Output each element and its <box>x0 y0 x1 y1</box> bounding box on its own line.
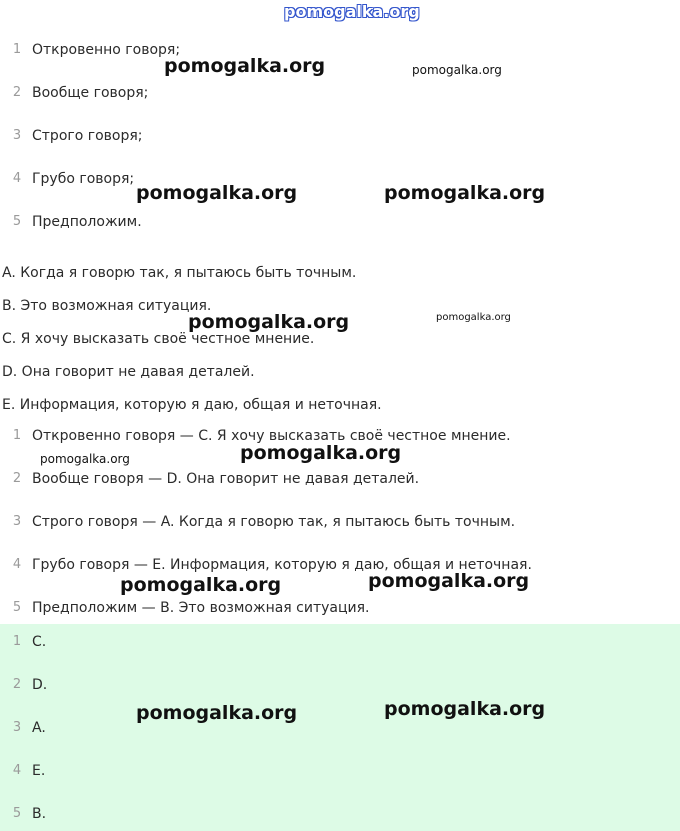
item-text: D. <box>32 677 48 693</box>
watermark: pomogalka.org <box>40 452 130 466</box>
answer-block <box>0 624 680 831</box>
item-number: 5 <box>12 600 22 615</box>
item-number: 3 <box>12 514 22 529</box>
item-number: 3 <box>12 128 22 143</box>
watermark: pomogalka.org <box>240 442 402 464</box>
watermark: pomogalka.org <box>136 702 298 724</box>
watermark: pomogalka.org <box>412 63 502 77</box>
meaning-item: E. Информация, которую я даю, общая и неточная. <box>2 397 382 413</box>
watermark: pomogalka.org <box>188 311 350 333</box>
item-number: 5 <box>12 806 22 821</box>
item-number: 4 <box>12 171 22 186</box>
watermark: pomogalka.org <box>164 55 326 77</box>
item-text: Строго говоря — A. Когда я говорю так, я пытаюсь быть точным. <box>32 514 516 530</box>
item-text: Предположим — B. Это возможная ситуация. <box>32 600 370 616</box>
item-number: 1 <box>12 42 22 57</box>
item-text: E. <box>32 763 46 779</box>
item-text: Грубо говоря — E. Информация, которую я даю, общая и неточная. <box>32 557 532 573</box>
item-number: 2 <box>12 85 22 100</box>
item-text: A. <box>32 720 46 736</box>
item-text: Строго говоря; <box>32 128 143 144</box>
watermark-header: pomogalka.org <box>284 2 420 21</box>
meaning-item: A. Когда я говорю так, я пытаюсь быть точным. <box>2 265 357 281</box>
item-text: B. <box>32 806 47 822</box>
item-text: Откровенно говоря; <box>32 42 181 58</box>
item-number: 4 <box>12 763 22 778</box>
watermark: pomogalka.org <box>368 570 530 592</box>
watermark: pomogalka.org <box>120 574 282 596</box>
item-number: 4 <box>12 557 22 572</box>
item-text: Предположим. <box>32 214 142 230</box>
watermark: pomogalka.org <box>384 698 546 720</box>
item-number: 2 <box>12 471 22 486</box>
meaning-item: B. Это возможная ситуация. <box>2 298 212 314</box>
meaning-item: D. Она говорит не давая деталей. <box>2 364 255 380</box>
item-number: 3 <box>12 720 22 735</box>
watermark: pomogalka.org <box>436 312 511 323</box>
item-number: 5 <box>12 214 22 229</box>
meaning-item: C. Я хочу высказать своё честное мнение. <box>2 331 315 347</box>
item-text: Вообще говоря — D. Она говорит не давая деталей. <box>32 471 420 487</box>
watermark: pomogalka.org <box>136 182 298 204</box>
item-number: 1 <box>12 634 22 649</box>
item-text: Грубо говоря; <box>32 171 135 187</box>
item-text: C. <box>32 634 47 650</box>
item-text: Откровенно говоря — C. Я хочу высказать своё честное мнение. <box>32 428 511 444</box>
item-text: Вообще говоря; <box>32 85 149 101</box>
item-number: 1 <box>12 428 22 443</box>
item-number: 2 <box>12 677 22 692</box>
watermark: pomogalka.org <box>384 182 546 204</box>
